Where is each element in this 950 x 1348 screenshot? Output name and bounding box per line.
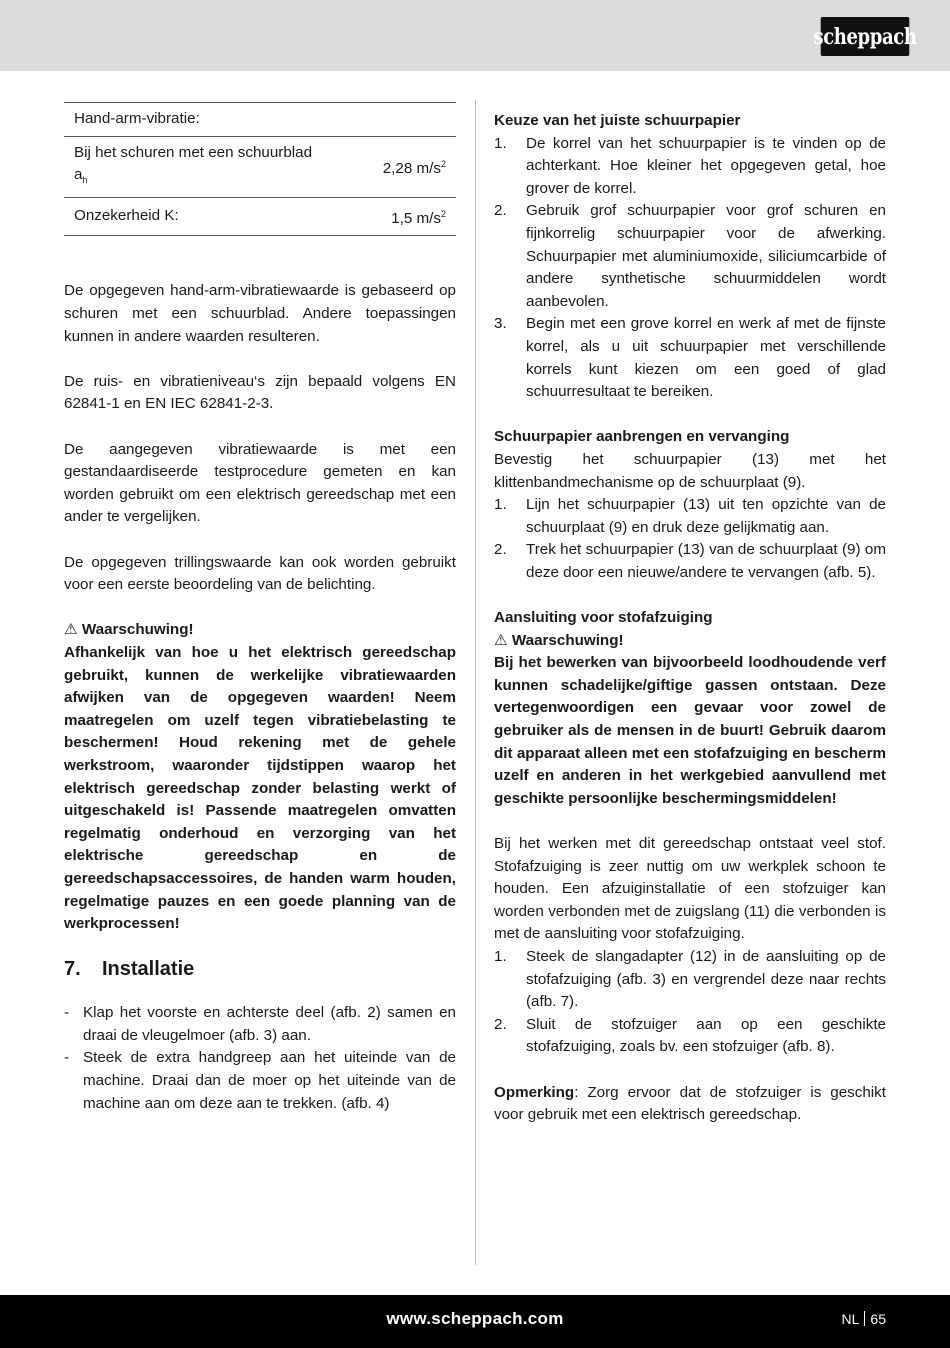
list-item	[494, 494, 886, 539]
vibration-value-cell	[324, 136, 456, 197]
list-item	[494, 1014, 886, 1059]
warning-triangle-icon: ⚠	[64, 621, 78, 639]
item-text: Trek het schuurpapier (13) van de schuurplaat (9) om deze door een nieuwe/andere te vervangen (afb. 5).	[526, 541, 886, 581]
item-number: 1.	[494, 496, 507, 514]
attach-list	[494, 494, 886, 584]
section-number: 7.	[64, 957, 81, 980]
separator	[864, 1311, 865, 1326]
item-text: De korrel van het schuurpapier is te vinden op de achterkant. Hoe kleiner het opgegeven getal, hoe grover de korrel.	[526, 134, 886, 197]
list-item	[494, 200, 886, 313]
list-item	[494, 133, 886, 201]
install-list	[64, 1002, 456, 1115]
section-heading	[64, 958, 456, 981]
item-number: 2.	[494, 541, 507, 559]
language-code: NL	[841, 1311, 860, 1327]
vibration-label: Bij het schuren met een schuurblad a	[74, 143, 313, 184]
item-number: 3.	[494, 315, 507, 333]
item-number: 1.	[494, 947, 507, 965]
warning-triangle-icon: ⚠	[494, 631, 508, 649]
superscript: 2	[440, 208, 446, 219]
table-row	[64, 103, 456, 137]
vibration-table	[64, 102, 456, 236]
warning-heading-text: Waarschuwing!	[81, 621, 194, 639]
attach-heading: Schuurpapier aanbrengen en vervanging	[494, 428, 790, 446]
item-text: Gebruik grof schuurpapier voor grof schuren en fijnkorrelig schuurpapier voor de afwerking. Schuurpapier met aluminiumoxide, siliciumcarbide of andere synthetische schuurmiddelen wordt aanbevolen.	[526, 202, 886, 310]
item-text: Steek de slangadapter (12) in de aansluiting op de stofafzuiging (afb. 3) en vergrendel deze naar rechts (afb. 7).	[526, 947, 886, 1011]
paragraph: De opgegeven trillingswaarde kan ook worden gebruikt voor een eerste beoordeling van de belichting.	[64, 553, 456, 594]
item-number: 2.	[494, 1015, 507, 1033]
uncertainty-value: 1,5 m/s	[391, 209, 441, 227]
note	[494, 1082, 886, 1127]
warning-heading-text: Waarschuwing!	[511, 631, 624, 649]
note-label: Opmerking	[494, 1083, 575, 1101]
dust-list	[494, 946, 886, 1059]
table-row	[64, 197, 456, 236]
list-item	[494, 539, 886, 584]
list-item: - Klap het voorste en achterste deel (afb. 2) samen en draai de vleugelmoer (afb. 3) aan.	[64, 1002, 456, 1047]
column-divider	[475, 100, 476, 1265]
subscript: h	[82, 175, 88, 186]
dust-warning-text: Bij het bewerken van bijvoorbeeld loodhoudende verf kunnen schadelijke/giftige gassen ontstaan. Deze vertegenwoordigen een gevaar voor zowel de gebruiker als de mensen in de buurt! Gebruik daarom dit apparaat alleen met een stofafzuiging en bescherm uzelf en anderen in het werkgebied aanvullend met geschikte persoonlijke beschermingsmiddelen!	[494, 654, 886, 807]
paragraph: De aangegeven vibratiewaarde is met een gestandaardiseerde testprocedure gemeten en kan worden gebruikt om een elektrisch gereedschap met een ander te vergelijken.	[64, 440, 456, 526]
left-column	[64, 100, 456, 1115]
item-text: Sluit de stofzuiger aan op een geschikte stofafzuiging, zoals bv. een stofzuiger (afb. 8).	[526, 1015, 886, 1056]
warning-text: Afhankelijk van hoe u het elektrisch gereedschap gebruikt, kunnen de werkelijke vibratiewaarden afwijken van de opgegeven waarden! Neem maatregelen om uzelf tegen vibratiebelasting te beschermen! Houd rekening met de gehele werkstroom, waaronder tijdstippen waarop het elektrisch gereedschap zonder belasting werkt of uitgeschakeld is! Passende maatregelen omvatten regelmatig onderhoud en verzorging van het elektrische gereedschap en de gereedschapsaccessoires, de handen warm houden, regelmatige pauzes en een goede planning van de werkprocessen!	[64, 643, 456, 933]
page-number: 65	[870, 1311, 886, 1327]
sandpaper-heading: Keuze van het juiste schuurpapier	[494, 112, 741, 129]
dust-heading: Aansluiting voor stofafzuiging	[494, 609, 713, 627]
superscript: 2	[440, 158, 446, 169]
paragraph: De ruis- en vibratieniveau‘s zijn bepaald volgens EN 62841-1 en EN IEC 62841-2-3.	[64, 372, 456, 413]
sandpaper-list	[494, 133, 886, 404]
footer	[0, 1295, 950, 1348]
list-item	[494, 313, 886, 403]
attach-intro: Bevestig het schuurpapier (13) met het klittenbandmechanisme op de schuurplaat (9).	[494, 450, 886, 491]
paragraph: De opgegeven hand-arm-vibratiewaarde is gebaseerd op schuren met een schuurblad. Andere toepassingen kunnen in andere waarden resulteren.	[64, 282, 456, 345]
section-title: Installatie	[102, 957, 195, 980]
warning-heading	[64, 619, 456, 642]
page-indicator	[842, 1311, 886, 1327]
header-band	[0, 0, 950, 71]
item-text: Begin met een grove korrel en werk af met de fijnste korrel, als u uit schuurpapier met verschillende korrels kunt kiezen om een goed of glad schuurresultaat te bereiken.	[526, 315, 886, 401]
item-number: 1.	[494, 134, 507, 152]
dust-warning-heading	[494, 630, 886, 653]
uncertainty-label: Onzekerheid K:	[74, 207, 179, 225]
vibration-table-title: Hand-arm-vibratie:	[64, 103, 456, 137]
vibration-label-cell	[64, 136, 324, 197]
table-row	[64, 136, 456, 197]
list-item	[494, 946, 886, 1014]
item-text: Lijn het schuurpapier (13) uit ten opzichte van de schuurplaat (9) en druk deze gelijkmatig aan.	[526, 496, 886, 536]
vibration-value: 2,28 m/s	[382, 159, 441, 177]
item-number: 2.	[494, 202, 507, 220]
uncertainty-label-cell	[64, 197, 324, 236]
right-column	[494, 100, 886, 1127]
note-text: : Zorg ervoor dat de stofzuiger is geschikt voor gebruik met een elektrisch gereedschap.	[494, 1083, 886, 1124]
uncertainty-value-cell	[324, 197, 456, 236]
scheppach-logo: scheppach	[821, 17, 910, 56]
dust-intro: Bij het werken met dit gereedschap ontstaat veel stof. Stofafzuiging is zeer nuttig om uw werkplek schoon te houden. Een afzuiginstallatie of een stofzuiger kan worden verbonden met de zuigslang (11) die verbonden is met de aansluiting voor stofafzuiging.	[494, 835, 886, 943]
footer-url[interactable]: www.scheppach.com	[386, 1309, 564, 1328]
list-item: - Steek de extra handgreep aan het uiteinde van de machine. Draai dan de moer op het uiteinde van de machine aan om deze aan te trekken. (afb. 4)	[64, 1047, 456, 1115]
